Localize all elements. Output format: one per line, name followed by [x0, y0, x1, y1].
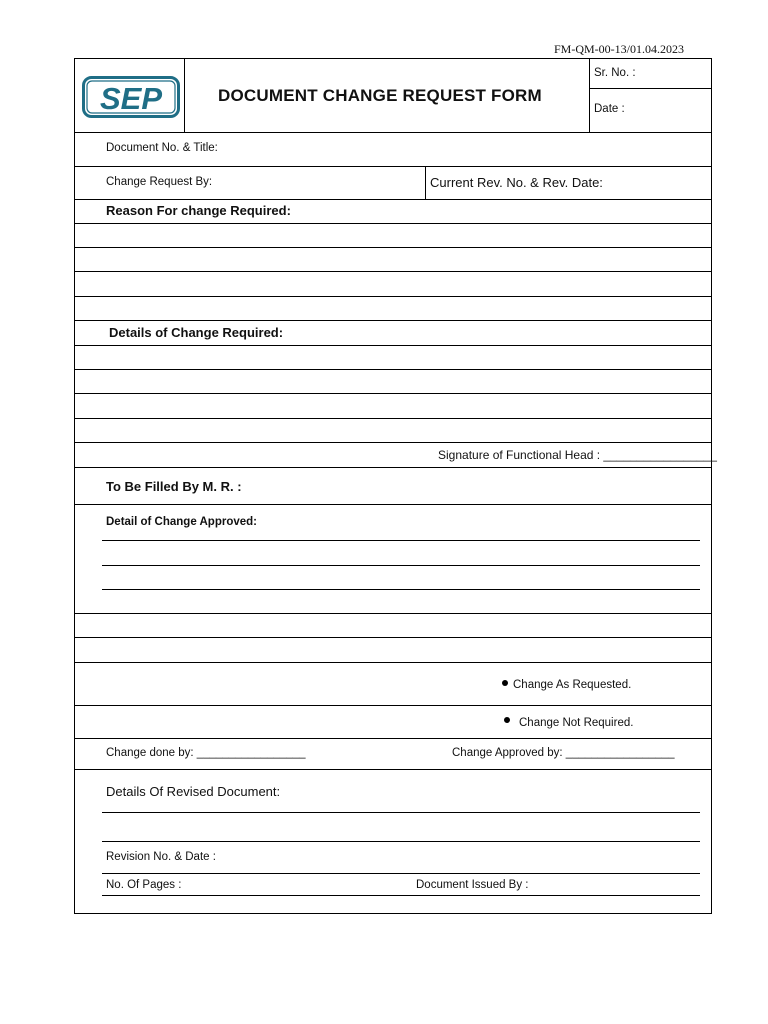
- writing-line: [102, 895, 700, 896]
- revised-heading: Details Of Revised Document:: [106, 784, 281, 799]
- writing-line: [102, 873, 700, 874]
- writing-line: [102, 565, 700, 566]
- current-rev-label: Current Rev. No. & Rev. Date:: [430, 175, 603, 190]
- row-divider: [74, 132, 712, 133]
- logo-text: SEP: [99, 81, 163, 116]
- row-divider: [74, 662, 712, 663]
- row-divider: [74, 738, 712, 739]
- signature-functional-head: Signature of Functional Head : _________________: [438, 448, 717, 462]
- date-label: Date :: [594, 103, 625, 115]
- details-heading: Details of Change Required:: [109, 325, 284, 340]
- row-divider: [74, 442, 712, 443]
- sr-no-label: Sr. No. :: [594, 67, 636, 79]
- row-divider: [74, 345, 712, 346]
- change-approved-by-label: Change Approved by: _________________: [452, 747, 675, 759]
- bullet-icon: [502, 680, 508, 686]
- reason-heading: Reason For change Required:: [106, 203, 291, 218]
- row-divider: [74, 467, 712, 468]
- change-request-by-label: Change Request By:: [106, 176, 213, 188]
- row-divider: [74, 705, 712, 706]
- row-divider: [74, 613, 712, 614]
- row-divider: [74, 393, 712, 394]
- row-divider: [74, 223, 712, 224]
- header-divider: [589, 88, 712, 89]
- revision-no-date-label: Revision No. & Date :: [106, 851, 216, 863]
- cell-divider: [425, 166, 426, 199]
- row-divider: [74, 418, 712, 419]
- form-title: DOCUMENT CHANGE REQUEST FORM: [218, 86, 542, 105]
- form-code: FM-QM-00-13/01.04.2023: [554, 42, 685, 56]
- no-of-pages-label: No. Of Pages :: [106, 879, 182, 891]
- header-divider: [589, 58, 590, 132]
- writing-line: [102, 812, 700, 813]
- sep-logo: [82, 76, 180, 118]
- header-divider: [184, 58, 185, 132]
- mr-heading: To Be Filled By M. R. :: [106, 479, 242, 494]
- row-divider: [74, 637, 712, 638]
- row-divider: [74, 504, 712, 505]
- row-divider: [74, 166, 712, 167]
- writing-line: [102, 540, 700, 541]
- writing-line: [102, 841, 700, 842]
- writing-line: [102, 589, 700, 590]
- row-divider: [74, 271, 712, 272]
- document-issued-by-label: Document Issued By :: [416, 879, 529, 891]
- option-change-not-required: Change Not Required.: [519, 717, 634, 729]
- bullet-icon: [504, 717, 510, 723]
- row-divider: [74, 320, 712, 321]
- change-done-by-label: Change done by: _________________: [106, 747, 306, 759]
- row-divider: [74, 369, 712, 370]
- row-divider: [74, 296, 712, 297]
- doc-no-title-label: Document No. & Title:: [106, 142, 218, 154]
- option-change-as-requested: Change As Requested.: [513, 679, 632, 691]
- detail-approved-label: Detail of Change Approved:: [106, 516, 257, 528]
- row-divider: [74, 247, 712, 248]
- row-divider: [74, 769, 712, 770]
- row-divider: [74, 199, 712, 200]
